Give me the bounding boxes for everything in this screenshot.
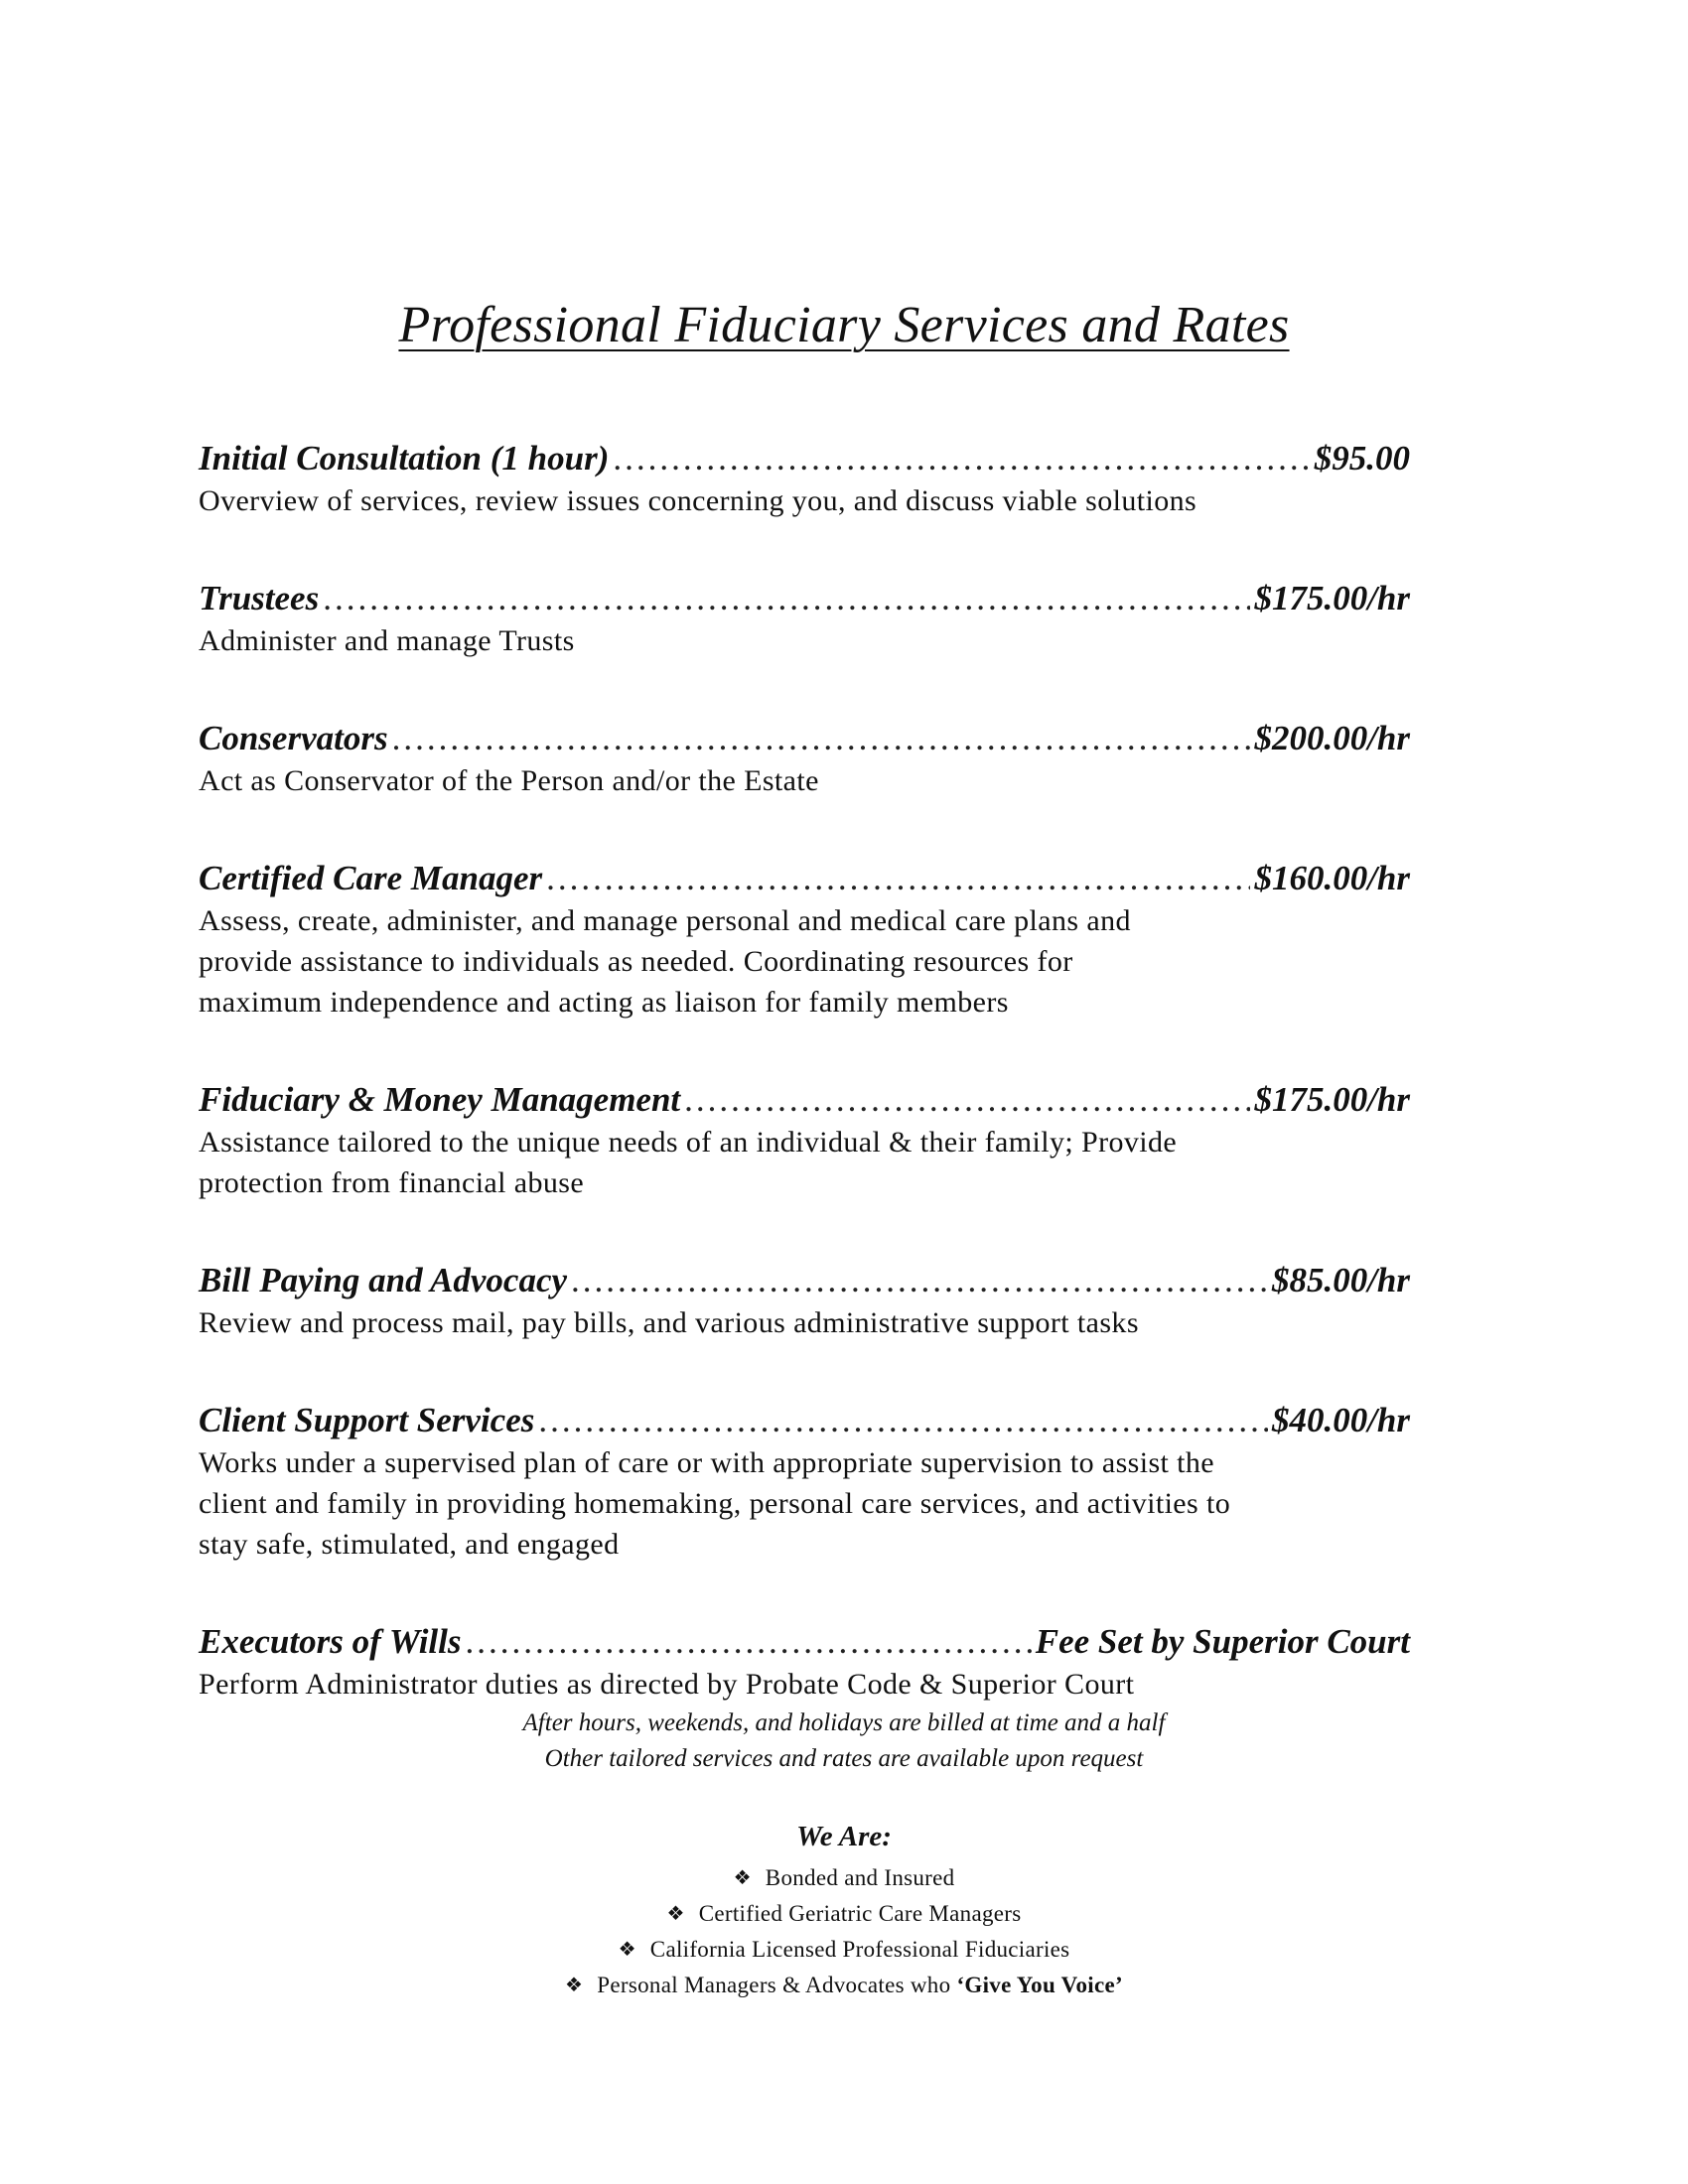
diamond-bullet-icon: ❖ xyxy=(733,1867,752,1889)
dot-leader xyxy=(571,1259,1268,1302)
dot-leader xyxy=(613,437,1310,480)
feature-label: Bonded and Insured xyxy=(765,1865,955,1890)
page-title: Professional Fiduciary Services and Rates xyxy=(398,297,1290,353)
service-name: Executors of Wills xyxy=(199,1622,462,1661)
dot-leader xyxy=(538,1399,1268,1442)
service-header xyxy=(199,577,1410,620)
we-are-section xyxy=(0,1817,1688,2003)
dot-leader xyxy=(684,1078,1250,1122)
service-name: Trustees xyxy=(199,579,320,617)
service-description: Act as Conservator of the Person and/or the Estate xyxy=(199,764,819,797)
service-item xyxy=(199,1399,1410,1565)
service-name: Client Support Services xyxy=(199,1401,535,1439)
give-you-voice-emphasis: ‘Give You Voice’ xyxy=(956,1973,1123,1997)
service-rate: $40.00/hr xyxy=(1271,1401,1410,1439)
service-description: Perform Administrator duties as directed by Probate Code & Superior Court xyxy=(199,1668,1135,1701)
service-name: Certified Care Manager xyxy=(199,859,543,897)
services-list xyxy=(199,437,1410,1760)
feature-item xyxy=(0,1860,1688,1896)
service-header xyxy=(199,717,1410,760)
service-rate: Fee Set by Superior Court xyxy=(1035,1622,1410,1661)
service-rate: $85.00/hr xyxy=(1271,1261,1410,1299)
we-are-heading: We Are: xyxy=(796,1821,892,1852)
dot-leader xyxy=(465,1620,1031,1664)
service-rate: $175.00/hr xyxy=(1254,579,1410,617)
service-item xyxy=(199,437,1410,521)
service-description: Overview of services, review issues concerning you, and discuss viable solutions xyxy=(199,484,1197,517)
feature-item xyxy=(0,1932,1688,1968)
service-item xyxy=(199,1259,1410,1343)
service-description: Administer and manage Trusts xyxy=(199,624,575,657)
service-item xyxy=(199,717,1410,801)
dot-leader xyxy=(546,857,1250,900)
diamond-bullet-icon: ❖ xyxy=(565,1975,584,1996)
service-item xyxy=(199,1620,1410,1705)
service-header xyxy=(199,1078,1410,1122)
feature-label: Personal Managers & Advocates who xyxy=(597,1973,957,1997)
service-rate: $160.00/hr xyxy=(1254,859,1410,897)
service-header xyxy=(199,1259,1410,1302)
service-name: Initial Consultation (1 hour) xyxy=(199,439,610,478)
diamond-bullet-icon: ❖ xyxy=(618,1939,636,1961)
feature-label: Certified Geriatric Care Managers xyxy=(698,1901,1022,1926)
billing-notes xyxy=(0,1706,1688,1777)
tailored-services-note: Other tailored services and rates are available upon request xyxy=(544,1745,1144,1772)
feature-item xyxy=(0,1896,1688,1932)
dot-leader xyxy=(323,577,1250,620)
service-header xyxy=(199,1399,1410,1442)
service-item xyxy=(199,1078,1410,1203)
service-name: Bill Paying and Advocacy xyxy=(199,1261,568,1299)
service-description: Review and process mail, pay bills, and various administrative support tasks xyxy=(199,1306,1139,1339)
service-rate: $175.00/hr xyxy=(1254,1080,1410,1119)
service-header xyxy=(199,1620,1410,1664)
service-rate: $200.00/hr xyxy=(1254,719,1410,757)
service-description: Assistance tailored to the unique needs of an individual & their family; Provide protection from financial abuse xyxy=(199,1126,1178,1199)
after-hours-note: After hours, weekends, and holidays are billed at time and a half xyxy=(522,1709,1166,1736)
service-item xyxy=(199,577,1410,661)
service-header xyxy=(199,437,1410,480)
feature-label: California Licensed Professional Fiduciaries xyxy=(649,1937,1070,1962)
service-header xyxy=(199,857,1410,900)
service-item xyxy=(199,857,1410,1023)
feature-item xyxy=(0,1968,1688,2003)
diamond-bullet-icon: ❖ xyxy=(666,1903,685,1925)
service-name: Conservators xyxy=(199,719,388,757)
dot-leader xyxy=(392,717,1251,760)
service-description: Assess, create, administer, and manage personal and medical care plans and provide assistance to individuals as needed. Coordinating resources for maximum independence and acting as liaison for family members xyxy=(199,904,1131,1019)
service-rate: $95.00 xyxy=(1314,439,1410,478)
service-description: Works under a supervised plan of care or with appropriate supervision to assist the client and family in providing homemaking, personal care services, and activities to stay safe, stimulated, and engaged xyxy=(199,1446,1231,1561)
service-name: Fiduciary & Money Management xyxy=(199,1080,681,1119)
